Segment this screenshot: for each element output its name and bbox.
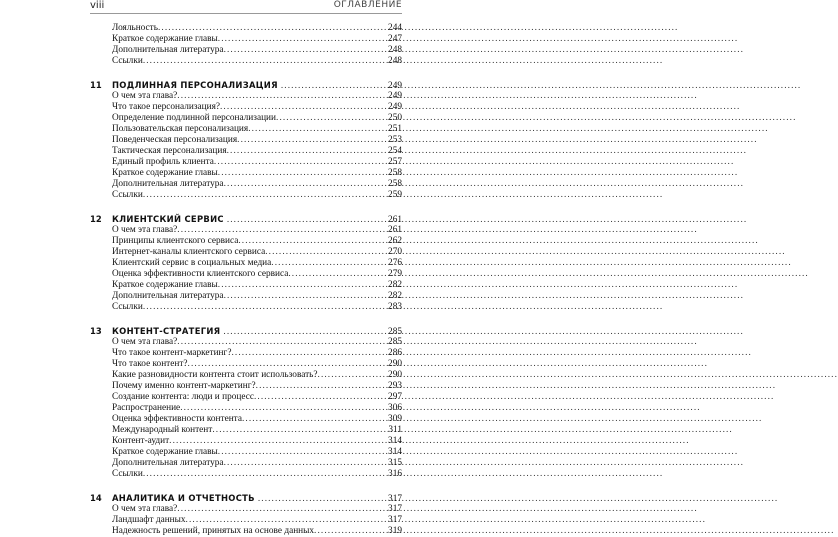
entry-page: 286: [388, 348, 402, 358]
dot-leader: [218, 168, 388, 179]
entry-title: Ссылки: [112, 469, 143, 479]
toc-entry: [90, 302, 402, 313]
dot-leader: [143, 190, 388, 201]
entry-page: 250: [388, 113, 402, 123]
entry-page: 306: [388, 403, 402, 413]
running-head: ОГЛАВЛЕНИЕ: [333, 0, 402, 10]
toc-entry: [90, 179, 402, 190]
entry-title: Пользовательская персонализация: [112, 124, 249, 134]
dot-leader: [143, 469, 388, 480]
entry-title: Дополнительная литература: [112, 291, 224, 301]
chapter-number: 12: [90, 214, 102, 224]
entry-title: Почему именно контент-маркетинг?: [112, 381, 256, 391]
entry-title: Какие разновидности контента стоит использовать?: [112, 370, 318, 380]
entry-page: 254: [388, 146, 402, 156]
chapter-title: ПОДЛИННАЯ ПЕРСОНАЛИЗАЦИЯ: [112, 80, 278, 90]
dot-leader: [224, 291, 388, 302]
dot-leader: [224, 179, 388, 190]
toc-entry: [90, 146, 402, 157]
chapter-number: 14: [90, 493, 102, 503]
entry-title: Определение подлинной персонализации: [112, 113, 277, 123]
entry-page: 285: [388, 337, 402, 347]
entry-title: Международный контент: [112, 425, 213, 435]
dot-leader: [224, 45, 388, 56]
chapter-number: 13: [90, 326, 102, 336]
entry-title: Оценка эффективности контента: [112, 414, 242, 424]
entry-page: 282: [388, 280, 402, 290]
entry-page: 270: [388, 247, 402, 257]
entry-title: Клиентский сервис в социальных медиа: [112, 258, 272, 268]
dot-leader: [218, 447, 388, 458]
entry-title: Единый профиль клиента: [112, 157, 214, 167]
entry-title: Принципы клиентского сервиса: [112, 236, 239, 246]
entry-title: Ссылки: [112, 190, 143, 200]
entry-title: Дополнительная литература: [112, 458, 224, 468]
dot-leader: [212, 425, 388, 436]
dot-leader: [254, 392, 388, 403]
entry-title: Краткое содержание главы: [112, 280, 218, 290]
toc-entry: [90, 337, 402, 348]
toc-entry: [90, 102, 402, 113]
dot-leader: [214, 157, 388, 168]
chapter-page: 317: [388, 494, 402, 504]
toc-entry: [90, 392, 402, 403]
entry-page: 248: [388, 56, 402, 66]
toc-entry: [90, 135, 402, 146]
entry-page: 316: [388, 469, 402, 479]
dot-leader: [177, 225, 388, 236]
toc-entry: [90, 414, 402, 425]
entry-title: Создание контента: люди и процесс: [112, 392, 254, 402]
header-rule: [90, 13, 402, 14]
entry-page: 290: [388, 359, 402, 369]
chapter-heading: [90, 492, 402, 504]
dot-leader: [237, 135, 388, 146]
entry-page: 290: [388, 370, 402, 380]
dot-leader: [158, 23, 388, 34]
dot-leader: [318, 370, 389, 381]
toc-entry: [90, 113, 402, 124]
entry-page: 253: [388, 135, 402, 145]
chapter-number: 11: [90, 80, 102, 90]
dot-leader: [314, 526, 388, 537]
dot-leader: [177, 337, 388, 348]
dot-leader: [180, 403, 388, 414]
entry-page: 258: [388, 168, 402, 178]
entry-title: Что такое контент-маркетинг?: [112, 348, 232, 358]
dot-leader: [227, 146, 388, 157]
dot-leader: [218, 34, 388, 45]
entry-title: Ландшафт данных: [112, 515, 186, 525]
toc-entry: [90, 381, 402, 392]
entry-page: 249: [388, 102, 402, 112]
toc-entry: [90, 124, 402, 135]
entry-title: Лояльность: [112, 23, 158, 33]
toc-entry: [90, 247, 402, 258]
toc-entry: [90, 469, 402, 480]
entry-page: 317: [388, 515, 402, 525]
entry-title: О чем эта глава?: [112, 91, 178, 101]
dot-leader: [242, 414, 388, 425]
toc-entry: [90, 348, 402, 359]
entry-page: 283: [388, 302, 402, 312]
entry-title: Поведенческая персонализация: [112, 135, 238, 145]
entry-page: 279: [388, 269, 402, 279]
toc-entry: [90, 45, 402, 56]
entry-page: 276: [388, 258, 402, 268]
toc-entry: [90, 526, 402, 537]
chapter-page: 261: [388, 215, 402, 225]
dot-leader: [177, 91, 388, 102]
chapter-heading: [90, 325, 402, 337]
toc-entry: [90, 504, 402, 515]
entry-page: 297: [388, 392, 402, 402]
dot-leader: [224, 458, 388, 469]
toc-entry: [90, 34, 402, 45]
entry-title: Надежность решений, принятых на основе данных: [112, 526, 315, 536]
chapter-page: 285: [388, 327, 402, 337]
dot-leader: [238, 236, 388, 247]
table-of-contents: [90, 23, 402, 537]
toc-entry: [90, 225, 402, 236]
entry-page: 319: [388, 526, 402, 536]
toc-entry: [90, 23, 402, 34]
entry-page: 248: [388, 45, 402, 55]
entry-page: 282: [388, 291, 402, 301]
dot-leader: [248, 124, 388, 135]
entry-title: Контент-аудит: [112, 436, 170, 446]
dot-leader: [188, 359, 389, 370]
entry-page: 259: [388, 190, 402, 200]
toc-entry: [90, 236, 402, 247]
entry-title: Ссылки: [112, 56, 143, 66]
entry-title: Дополнительная литература: [112, 45, 224, 55]
entry-title: Что такое персонализация?: [112, 102, 220, 112]
dot-leader: [177, 504, 388, 515]
entry-page: 257: [388, 157, 402, 167]
dot-leader: [276, 113, 388, 124]
chapter-title: КОНТЕНТ-СТРАТЕГИЯ: [112, 326, 221, 336]
entry-page: 262: [388, 236, 402, 246]
entry-title: Дополнительная литература: [112, 179, 224, 189]
dot-leader: [169, 436, 388, 447]
toc-entry: [90, 157, 402, 168]
toc-entry: [90, 436, 402, 447]
entry-page: 317: [388, 504, 402, 514]
toc-entry: [90, 370, 402, 381]
entry-page: 293: [388, 381, 402, 391]
entry-title: Интернет-каналы клиентского сервиса: [112, 247, 266, 257]
toc-entry: [90, 280, 402, 291]
toc-entry: [90, 425, 402, 436]
chapter-title: КЛИЕНТСКИЙ СЕРВИС: [112, 214, 224, 224]
toc-entry: [90, 56, 402, 67]
entry-page: 247: [388, 34, 402, 44]
entry-page: 309: [388, 414, 402, 424]
toc-entry: [90, 91, 402, 102]
entry-title: О чем эта глава?: [112, 504, 178, 514]
dot-leader: [288, 269, 388, 280]
chapter-page: 249: [388, 81, 402, 91]
dot-leader: [186, 515, 389, 526]
page-header: [90, 0, 402, 14]
entry-title: Тактическая персонализация: [112, 146, 227, 156]
toc-entry: [90, 359, 402, 370]
entry-title: Ссылки: [112, 302, 143, 312]
dot-leader: [256, 381, 388, 392]
toc-entry: [90, 269, 402, 280]
entry-title: Распространение: [112, 403, 181, 413]
toc-entry: [90, 168, 402, 179]
toc-entry: [90, 258, 402, 269]
entry-title: О чем эта глава?: [112, 337, 178, 347]
dot-leader: [265, 247, 388, 258]
toc-entry: [90, 515, 402, 526]
toc-entry: [90, 291, 402, 302]
toc-entry: [90, 190, 402, 201]
entry-title: О чем эта глава?: [112, 225, 178, 235]
toc-entry: [90, 403, 402, 414]
chapter-heading: [90, 79, 402, 91]
entry-title: Краткое содержание главы: [112, 447, 218, 457]
entry-page: 244: [388, 23, 402, 33]
chapter-heading: [90, 213, 402, 225]
dot-leader: [143, 302, 388, 313]
entry-page: 314: [388, 447, 402, 457]
entry-page: 261: [388, 225, 402, 235]
entry-page: 258: [388, 179, 402, 189]
dot-leader: [231, 348, 388, 359]
toc-entry: [90, 447, 402, 458]
entry-title: Оценка эффективности клиентского сервиса: [112, 269, 289, 279]
entry-title: Что такое контент?: [112, 359, 188, 369]
dot-leader: [143, 56, 388, 67]
toc-entry: [90, 458, 402, 469]
entry-page: 249: [388, 91, 402, 101]
chapter-title: АНАЛИТИКА И ОТЧЕТНОСТЬ: [112, 493, 255, 503]
page-number: viii: [90, 0, 105, 11]
entry-page: 315: [388, 458, 402, 468]
entry-page: 314: [388, 436, 402, 446]
entry-title: Краткое содержание главы: [112, 34, 218, 44]
dot-leader: [218, 280, 388, 291]
entry-page: 311: [388, 425, 402, 435]
entry-title: Краткое содержание главы: [112, 168, 218, 178]
entry-page: 251: [388, 124, 402, 134]
dot-leader: [220, 102, 388, 113]
dot-leader: [271, 258, 388, 269]
